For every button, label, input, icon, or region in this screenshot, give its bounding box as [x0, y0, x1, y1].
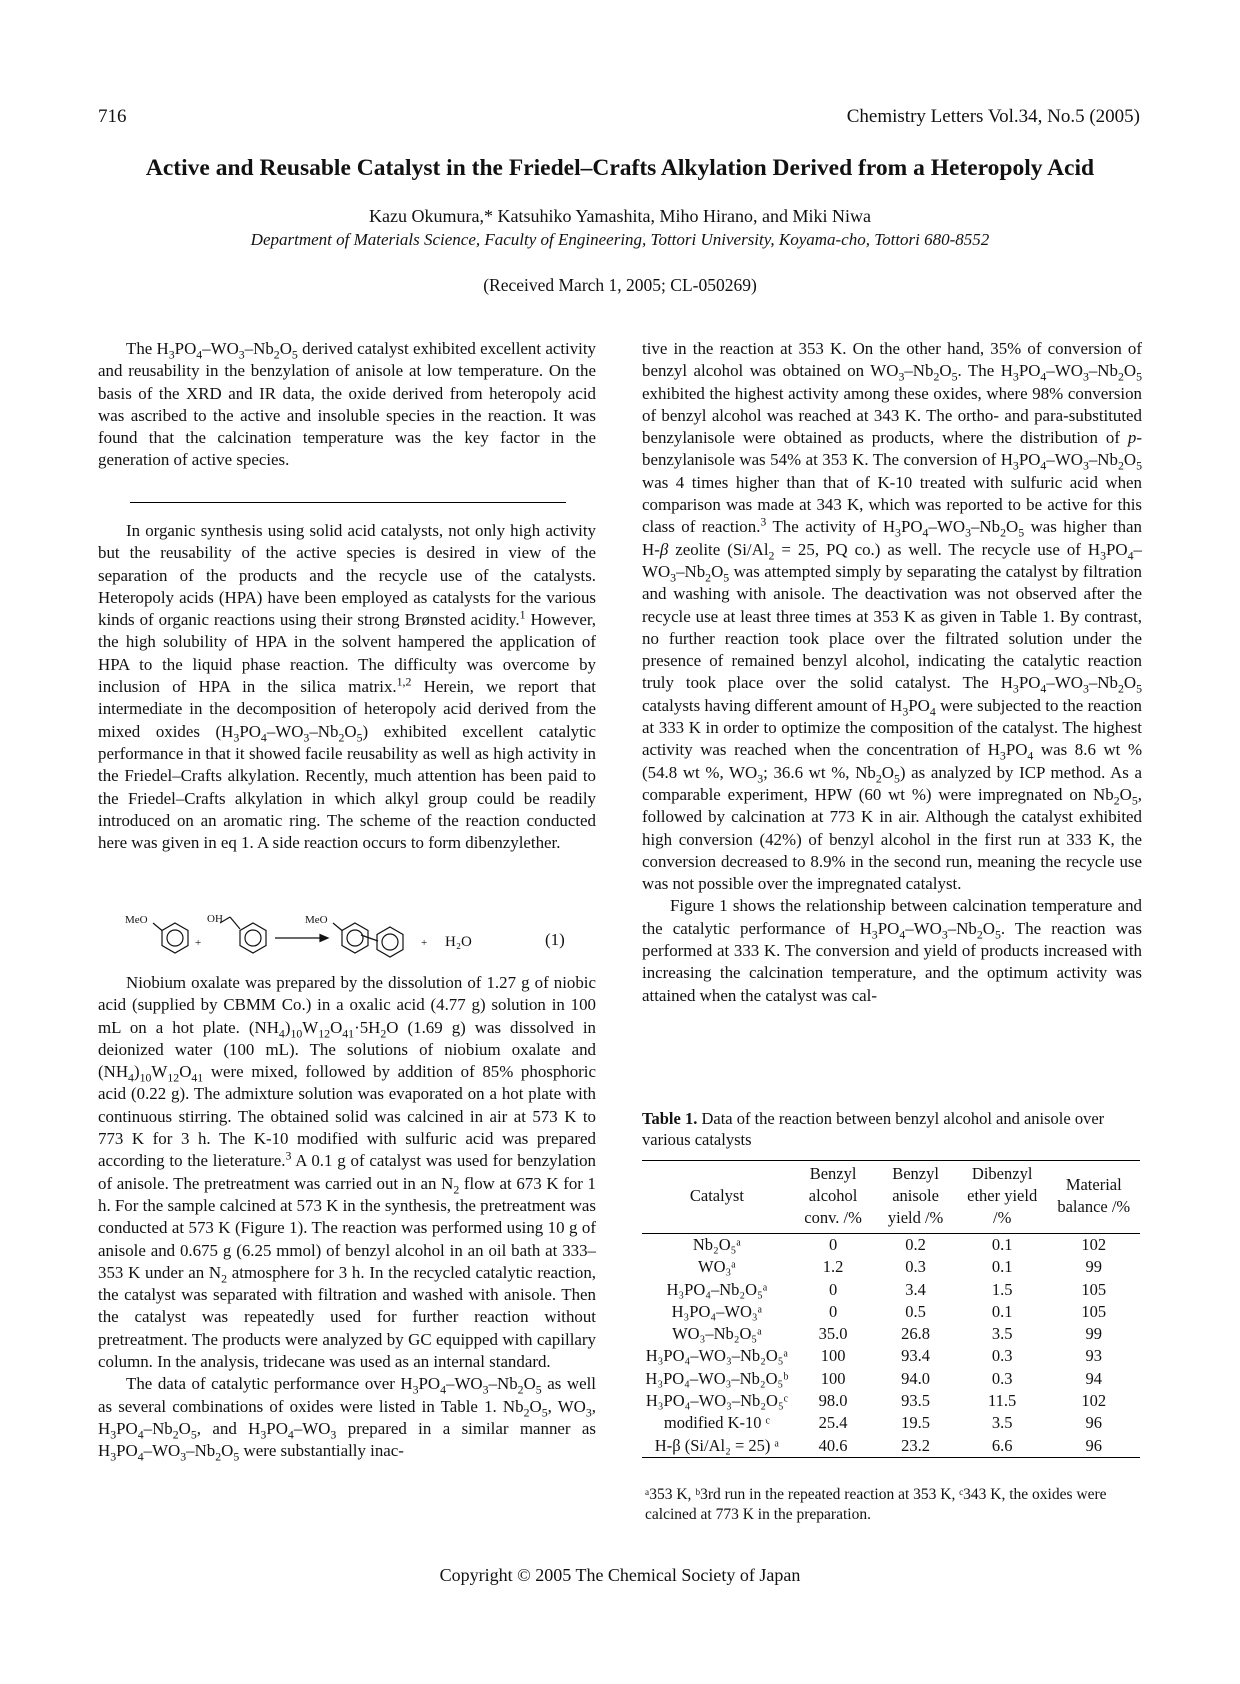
table-cell: H₃PO₄–WO₃–Nb₂O₅ᶜ [645, 1391, 788, 1411]
table-row [642, 1301, 1140, 1323]
table-cell: 0.2 [905, 1235, 926, 1254]
table-cell: 93 [1085, 1346, 1103, 1366]
abstract: The $H_3PO_4-WO_3-Nb_2O_5$ derived catalyst exhibited excellent activity and reusability in the benzylation of anisole at low temperature. On the basis of the XRD and IR data, the oxide derived from heteropoly acid was ascribed to the active and insoluble species in the reaction. It was found that the calcination temperature was the key factor in the generation of active species. [98, 339, 596, 470]
table-row [642, 1368, 1140, 1390]
table-cell: 94.0 [901, 1368, 931, 1388]
introduction-text: In organic synthesis using solid acid catalysts, not only high activity but the reusability of the active species is desired in view of the separation of the products and the recycle use of the catalysts. Heteropoly acids (HPA) have been employed as catalysts for the various kinds of organic reactions using their strong Brønsted acidity.$^1$ However, the high solubility of HPA in the solvent hampered the application of HPA to the liquid phase reaction. The difficulty was overcome by inclusion of HPA in the silica matrix.$^{1,2}$ Herein, we report that intermediate in the decomposition of heteropoly acid derived from the mixed oxides $(H_3PO_4-WO_3-Nb_2O_5)$ exhibited excellent catalytic performance in that it showed facile reusability as well as high activity in the Friedel–Crafts alkylation. Recently, much attention has been paid to the Friedel–Crafts alkylation in which alkyl group could be readily introduced on an aromatic ring. The scheme of the reaction conducted here was given in eq 1. A side reaction occurs to form dibenzylether. [98, 521, 597, 853]
table-cell: 0.1 [991, 1301, 1013, 1321]
table-cell: 100 [820, 1346, 846, 1366]
table-cell: H₃PO₄–WO₃ᵃ [671, 1301, 763, 1321]
col-header-material-balance: Material balance /% [1057, 1175, 1131, 1216]
product-ring-2 [377, 927, 403, 957]
journal-header: Chemistry Letters Vol.34, No.5 (2005) [846, 106, 1140, 127]
equation-number: (1) [545, 930, 565, 949]
meo-label-product: MeO [305, 914, 328, 926]
table-cell: 102 [1081, 1235, 1107, 1254]
col-header-conversion: Benzyl alcohol conv. /% [804, 1164, 862, 1227]
table-cell: 11.5 [988, 1391, 1017, 1411]
table-cell: 0.1 [991, 1257, 1013, 1277]
table-cell: H₃PO₄–Nb₂O₅ᵃ [666, 1279, 768, 1299]
table-row [642, 1390, 1140, 1412]
table-caption [642, 1108, 1140, 1150]
table-cell: 25.4 [818, 1413, 848, 1433]
table-row [642, 1435, 1140, 1458]
table-cell: H₃PO₄–WO₃–Nb₂O₅ᵃ [645, 1346, 789, 1366]
col-header-ether-yield: Dibenzyl ether yield /% [967, 1164, 1038, 1227]
table-cell: 96 [1085, 1413, 1103, 1433]
table-cell: H-β (Si/Al₂ = 25) ᵃ [642, 1435, 792, 1458]
table-cell: 100 [820, 1368, 846, 1388]
table-cell: 6.6 [957, 1435, 1048, 1458]
page-number: 716 [98, 106, 127, 127]
table-cell: 35.0 [818, 1324, 848, 1344]
table-cell: 0.3 [905, 1257, 926, 1277]
table-cell: H₃PO₄–WO₃–Nb₂O₅ᵇ [645, 1368, 789, 1388]
table-cell: 99 [1085, 1257, 1103, 1277]
oh-label: OH [207, 913, 223, 925]
table-cell: 0 [828, 1279, 838, 1299]
table-cell: 0.5 [905, 1301, 926, 1321]
table-cell: 105 [1081, 1279, 1107, 1299]
table-cell: 94 [1085, 1368, 1103, 1388]
table-cell: 98.0 [818, 1391, 848, 1411]
table-cell: 102 [1081, 1391, 1107, 1411]
meo-label: MeO [125, 914, 148, 926]
affiliation: Department of Materials Science, Faculty of Engineering, Tottori University, Koyama-cho, Tottori 680-8552 [250, 230, 990, 249]
data-table [642, 1160, 1140, 1458]
table-cell: 3.5 [991, 1413, 1013, 1433]
product-ring-1 [342, 923, 368, 953]
col-header-anisole-yield: Benzyl anisole yield /% [887, 1164, 944, 1227]
table-cell: Nb₂O₅ᵃ [692, 1235, 741, 1254]
table-caption-text: Data of the reaction between benzyl alcohol and anisole over various catalysts [642, 1109, 1105, 1149]
anisole-ring [162, 923, 188, 953]
results-text: tive in the reaction at 353 K. On the other hand, 35% of conversion of benzyl alcohol was obtained on $WO_3-Nb_2O_5$. The $H_3PO_4-WO_3-Nb_2O_5$ exhibited the highest activity among these oxides, where 98% conversion of benzyl alcohol was reached at 343 K. The ortho- and para-substituted benzylanisole were obtained as products, where the distribution of p-benzylanisole was 54% at 353 K. The conversion of $H_3PO_4-WO_3-Nb_2O_5$ was 4 times higher than that of K-10 treated with sulfuric acid when comparison was made at 343 K, which was reported to be active for this class of reaction.$^3$ The activity of $H_3PO_4-WO_3-Nb_2O_5$ was higher than H-β zeolite ($Si/Al_2 = 25$, PQ co.) as well. The recycle use of $H_3PO_4-WO_3-Nb_2O_5$ was attempted simply by separating the catalyst by filtration and washing with anisole. The deactivation was not observed after the recycle use at least three times at 353 K as given in Table 1. By contrast, no further reaction took place over the filtrated solution under the presence of remained benzyl alcohol, indicating the catalytic reaction truly took place over the solid catalyst. The $H_3PO_4-WO_3-Nb_2O_5$ catalysts having different amount of $H_3PO_4$ were subjected to the reaction at 333 K in order to optimize the composition of the catalyst. The highest activity was reached when the concentration of $H_3PO_4$ was 8.6 wt % (54.8 wt %, $WO_3$; 36.6 wt %, $Nb_2O_5$) as analyzed by ICP method. As a comparable experiment, HPW (60 wt %) were impregnated on $Nb_2O_5$, followed by calcination at 773 K in air. Although the catalyst exhibited high conversion (42%) of benzyl alcohol in the first run at 333 K, the conversion decreased to 8.9% in the second run, meaning the recycle use was not possible over the impregnated catalyst. Figure 1 shows the relationship between calcination temperature and the catalytic performance of $H_3PO_4-WO_3-Nb_2O_5$. The reaction was performed at 333 K. The conversion and yield of products increased with increasing the calcination temperature, and the optimum activity was attained when the catalyst was cal- [642, 339, 1143, 1005]
table-caption-label: Table 1. [642, 1109, 698, 1128]
table-cell: WO₃ᵃ [698, 1257, 736, 1277]
table-row [642, 1412, 1140, 1434]
authors: Kazu Okumura,* Katsuhiko Yamashita, Miho Hirano, and Miki Niwa [369, 206, 871, 226]
table-cell: 0.3 [991, 1368, 1013, 1388]
table-cell: 0.1 [991, 1235, 1013, 1254]
received-date: (Received March 1, 2005; CL-050269) [483, 275, 757, 295]
table-header-row [642, 1161, 1140, 1234]
table-cell: 19.5 [901, 1413, 931, 1433]
experimental-text: Niobium oxalate was prepared by the dissolution of 1.27 g of niobic acid (supplied by CBMM Co.) in a oxalic acid (4.77 g) solution in 100 mL on a hot plate. $(NH_4)_{10}W_{12}O_{41}\cdot 5H_2O$ (1.69 g) was dissolved in deionized water (100 mL). The solutions of niobium oxalate and $(NH_4)_{10}W_{12}O_{41}$ were mixed, followed by addition of 85% phosphoric acid (0.22 g). The admixture solution was evaporated on a hot plate with continuous stirring. The obtained solid was calcined in air at 573 K to 773 K for 3 h. The K-10 modified with sulfuric acid was prepared according to the lieterature.$^3$ A 0.1 g of catalyst was used for benzylation of anisole. The pretreatment was carried out in an $N_2$ flow at 673 K for 1 h. For the sample calcined at 573 K in the synthesis, the pretreatment was conducted at 573 K (Figure 1). The reaction was performed using 10 g of anisole and 0.675 g (6.25 mmol) of benzyl alcohol in an oil bath at 333–353 K under an $N_2$ atmosphere for 3 h. In the recycled catalytic reaction, the catalyst was separated with filtration and washed with anisole. Then the catalyst was repeatedly used for further reaction without pretreatment. The products were analyzed by GC equipped with capillary column. In the analysis, tridecane was used as an internal standard. The data of catalytic performance over $H_3PO_4-WO_3-Nb_2O_5$ as well as several combinations of oxides were listed in Table 1. $Nb_2O_5$, $WO_3$, $H_3PO_4-Nb_2O_5$, and $H_3PO_4-WO_3$ prepared in a similar manner as $H_3PO_4-WO_3-Nb_2O_5$ were substantially inac- [98, 973, 597, 1464]
abstract-divider [130, 502, 566, 503]
table-cell: 96 [1048, 1435, 1140, 1458]
table-cell: 1.5 [991, 1279, 1013, 1299]
table-cell: 0 [828, 1301, 838, 1321]
table-row [642, 1234, 1140, 1257]
paper-title: Active and Reusable Catalyst in the Friedel–Crafts Alkylation Derived from a Heteropoly Acid [145, 155, 1095, 181]
table-row [642, 1345, 1140, 1367]
table-cell: WO₃–Nb₂O₅ᵃ [672, 1324, 762, 1344]
table-cell: 0.3 [991, 1346, 1013, 1366]
table-cell: 93.5 [901, 1391, 931, 1411]
benzyl-ring [240, 923, 266, 953]
table-cell: 3.4 [905, 1279, 926, 1299]
table-cell: modified K-10 ᶜ [663, 1413, 770, 1433]
reaction-scheme [125, 905, 595, 967]
table-row [642, 1279, 1140, 1301]
table-cell: 0 [828, 1235, 838, 1254]
table-row [642, 1323, 1140, 1345]
plus-sign-1: + [195, 937, 202, 949]
plus-sign-2: + [421, 937, 428, 949]
copyright: Copyright © 2005 The Chemical Society of Japan [439, 1565, 801, 1585]
table-cell: 3.5 [991, 1324, 1013, 1344]
table-cell: 26.8 [901, 1324, 931, 1344]
table-cell: 99 [1085, 1324, 1103, 1344]
table-cell: 105 [1081, 1301, 1107, 1321]
table-cell: 1.2 [822, 1257, 844, 1277]
table-row [642, 1256, 1140, 1278]
table-footnote: ᵃ353 K, ᵇ3rd run in the repeated reaction at 353 K, ᶜ343 K, the oxides were calcined at 773 K in the preparation. [645, 1486, 1107, 1523]
col-header-catalyst: Catalyst [689, 1186, 744, 1205]
table-cell: 40.6 [792, 1435, 875, 1458]
table-cell: 93.4 [901, 1346, 931, 1366]
water-label: H₂O [445, 934, 472, 950]
table-cell: 23.2 [874, 1435, 956, 1458]
